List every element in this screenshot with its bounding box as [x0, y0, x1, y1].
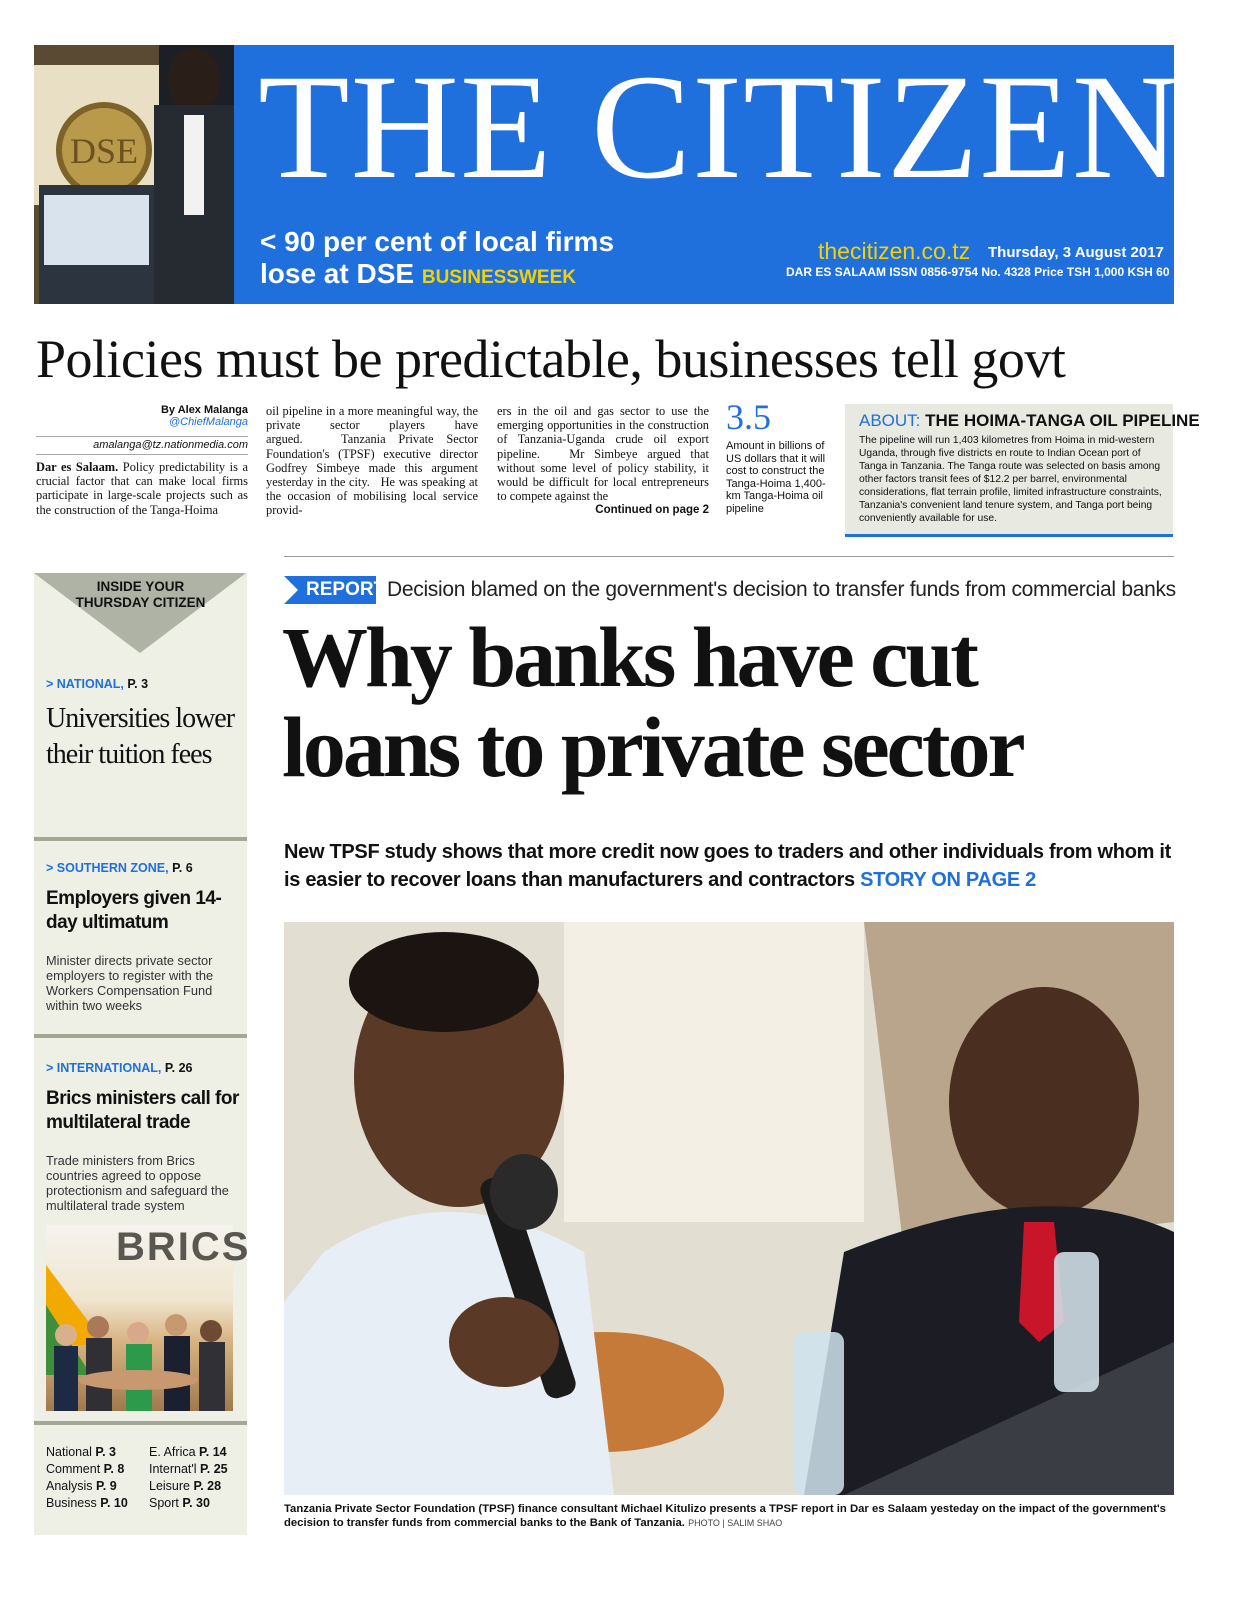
photo-caption — [284, 1502, 1174, 1530]
paper-name: THE CITIZEN — [258, 44, 1182, 210]
index-page: P. 9 — [96, 1479, 117, 1493]
section-divider — [284, 556, 1174, 557]
byline-divider — [36, 454, 248, 455]
sidebar-headline: Universities lower their tuition fees — [46, 703, 235, 770]
sidebar-headline: Employers given 14-day ultimatum — [46, 888, 222, 933]
website-link[interactable]: thecitizen.co.tz — [818, 238, 971, 264]
col3-text: ers in the oil and gas sector to use the emerging opportunities in the construction of Tanzania-Uganda crude oil export pipeline. Mr Simbeye argued that without some level of policy stability, it would be difficult for local entrepreneurs to compete against the — [497, 404, 709, 504]
index-page: P. 28 — [193, 1479, 222, 1493]
sidebar-divider — [34, 1421, 247, 1425]
story-link[interactable]: STORY ON PAGE 2 — [860, 869, 1036, 891]
index-item[interactable] — [149, 1445, 227, 1459]
about-box — [845, 404, 1200, 537]
main-story-headline[interactable] — [282, 609, 1182, 795]
index-item[interactable] — [46, 1462, 124, 1476]
index-name: Leisure — [149, 1479, 190, 1493]
top-story-column-2: oil pipeline in a more meaningful way, the private sector players have argued. Tanzania Private Sector Foundation's (TPSF) executive director Godfrey Simbeye made this argument yesterday in the city. He was speaking at the occasion of mobilising local service provid- — [266, 404, 478, 518]
report-tag-label: REPORT — [306, 579, 386, 600]
top-story-column-1 — [36, 460, 248, 517]
about-label: ABOUT: — [859, 411, 921, 430]
index-page: P. 10 — [100, 1496, 128, 1510]
index-name: Analysis — [46, 1479, 93, 1493]
index-item[interactable] — [46, 1479, 117, 1493]
index-item[interactable] — [149, 1462, 228, 1476]
brics-leaders-photo — [46, 1225, 251, 1411]
headline-line-1: Why banks have cut — [282, 609, 976, 705]
section-page: P. 26 — [164, 1061, 193, 1075]
index-name: National — [46, 1445, 92, 1459]
sidebar-divider — [34, 837, 247, 841]
index-page: P. 25 — [200, 1462, 228, 1476]
issue-date: Thursday, 3 August 2017 — [988, 244, 1164, 261]
top-story-column-3 — [497, 404, 709, 518]
caption-text: Tanzania Private Sector Foundation (TPSF) finance consultant Michael Kitulizo presents a TPSF report in Dar es Salaam yesteday on the impact of the government's decision to transfer funds from commercial banks to the Bank of Tanzania. — [284, 1503, 1166, 1529]
issue-meta: DAR ES SALAAM ISSN 0856-9754 No. 4328 Price TSH 1,000 KSH 60 — [786, 265, 1170, 279]
col1-text: Policy predictability is a crucial factor that can make local firms participate in large-scale projects such as the construction of the Tanga-Hoima — [36, 460, 248, 517]
sidebar-divider — [34, 1034, 247, 1038]
inside-sidebar — [34, 573, 251, 1535]
headline-line-2: loans to private sector — [282, 699, 1023, 795]
index-name: Sport — [149, 1496, 179, 1510]
teaser-line-1: < 90 per cent of local firms — [260, 226, 615, 257]
presenter-photo-illustration — [284, 922, 1174, 1495]
index-page: P. 8 — [103, 1462, 125, 1476]
teaser-line-2-text: lose at DSE — [260, 258, 415, 289]
sidebar-summary: Trade ministers from Brics countries agreed to oppose protectionism and safeguard the multilateral trade system — [46, 1153, 229, 1213]
section-name: > INTERNATIONAL, — [46, 1061, 162, 1075]
main-story-deck: Decision blamed on the government's decision to transfer funds from commercial banks — [387, 578, 1176, 601]
svg-text:DSE: DSE — [69, 131, 139, 171]
index-item[interactable] — [46, 1496, 128, 1510]
main-story-subhead — [284, 838, 1174, 894]
index-page: P. 30 — [182, 1496, 210, 1510]
sidebar-section-label — [46, 677, 148, 691]
brics-sign: BRICS — [116, 1225, 251, 1269]
author-twitter[interactable]: @ChiefMalanga — [168, 416, 248, 428]
fact-number: 3.5 — [726, 397, 771, 437]
brics-photo-illustration — [46, 1225, 233, 1411]
photo-credit: PHOTO | SALIM SHAO — [688, 1518, 783, 1528]
continued-link[interactable]: Continued on page 2 — [595, 504, 709, 517]
sidebar-headline: Brics ministers call for multilateral trade — [46, 1088, 239, 1133]
businessweek-teaser[interactable] — [260, 226, 614, 294]
report-arrow-icon — [284, 576, 298, 604]
index-name: Business — [46, 1496, 97, 1510]
about-body: The pipeline will run 1,403 kilometres from Hoima in mid-western Uganda, through five districts en route to Indian Ocean port of Tanga in Tanzania. The Tanga route was selected on basis among other factors transit fees of $12.2 per barrel, environmental considerations, flat terrain profile, limited infrastructure constraints, Tanzania's convenient land tenure system, and Tanga port being conveniently available for use. — [859, 435, 1162, 524]
about-title: THE HOIMA-TANGA OIL PIPELINE — [925, 411, 1200, 430]
about-heading — [859, 411, 1200, 431]
index-item[interactable] — [149, 1496, 210, 1510]
index-item[interactable] — [149, 1479, 221, 1493]
index-name: E. Africa — [149, 1445, 196, 1459]
subhead-text: New TPSF study shows that more credit now goes to traders and other individuals from whom it is easier to recover loans than manufacturers and contractors — [284, 841, 1171, 891]
dse-trader-photo — [34, 45, 234, 304]
dateline: Dar es Salaam. — [36, 460, 119, 474]
inside-banner-text: INSIDE YOUR THURSDAY CITIZEN — [75, 579, 206, 610]
section-page: P. 6 — [172, 861, 193, 875]
section-name: > NATIONAL, — [46, 677, 124, 691]
index-item[interactable] — [46, 1445, 116, 1459]
top-story-headline[interactable]: Policies must be predictable, businesses tell govt — [36, 329, 1066, 389]
main-story-photo — [284, 922, 1174, 1495]
index-page: P. 14 — [199, 1445, 227, 1459]
section-name: > SOUTHERN ZONE, — [46, 861, 169, 875]
teaser-line-2 — [260, 258, 614, 294]
byline — [70, 404, 248, 428]
author: By Alex Malanga — [160, 404, 248, 416]
index-page: P. 3 — [95, 1445, 116, 1459]
section-page: P. 3 — [127, 677, 149, 691]
sidebar-summary: Minister directs private sector employers to register with the Workers Compensation Fund within two weeks — [46, 953, 214, 1013]
dse-photo-illustration — [34, 45, 234, 304]
sidebar-section-label — [46, 861, 193, 875]
fact-text: Amount in billions of US dollars that it will cost to construct the Tanga-Hoima 1,400-km Tanga-Hoima oil pipeline — [726, 440, 826, 515]
sidebar-section-label — [46, 1061, 192, 1075]
author-email[interactable]: amalanga@tz.nationmedia.com — [36, 436, 248, 451]
index-name: Internat'l — [149, 1462, 197, 1476]
index-name: Comment — [46, 1462, 101, 1476]
teaser-section: BUSINESSWEEK — [421, 267, 576, 288]
